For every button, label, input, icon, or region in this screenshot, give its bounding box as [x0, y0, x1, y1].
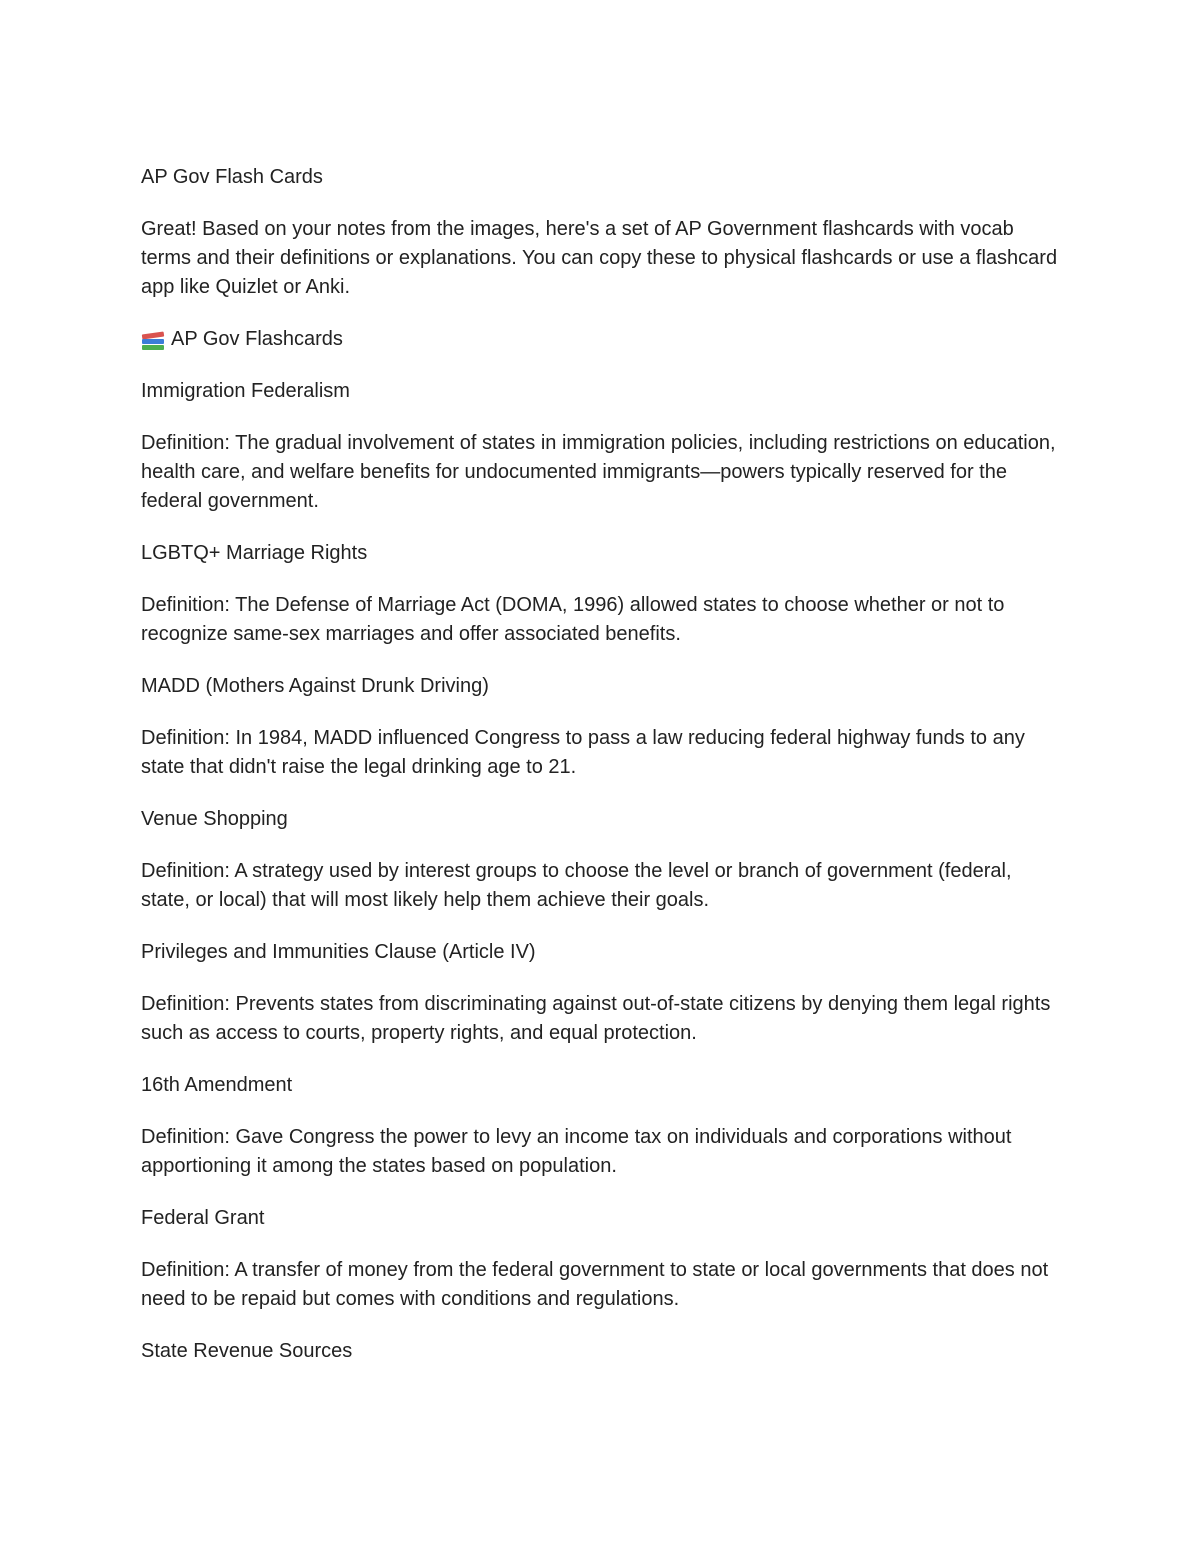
- card-definition: Definition: A transfer of money from the federal government to state or local governments that does not need to be repaid but comes with conditions and regulations.: [141, 1259, 1049, 1310]
- books-icon: [141, 329, 165, 351]
- document-title: AP Gov Flash Cards: [141, 166, 323, 188]
- document-page: [141, 163, 1061, 1389]
- card-term: Venue Shopping: [141, 808, 288, 830]
- card-term: 16th Amendment: [141, 1074, 293, 1096]
- section-heading: [141, 325, 1061, 354]
- card-definition: Definition: The gradual involvement of states in immigration policies, including restrictions on education, health care, and welfare benefits for undocumented immigrants—powers typically reserved for the federal government.: [141, 432, 1056, 512]
- card-term: State Revenue Sources: [141, 1340, 353, 1362]
- card-definition: Definition: Gave Congress the power to levy an income tax on individuals and corporations without apportioning it among the states based on population.: [141, 1126, 1012, 1177]
- card-term: Immigration Federalism: [141, 380, 350, 402]
- card-definition: Definition: The Defense of Marriage Act (DOMA, 1996) allowed states to choose whether or not to recognize same-sex marriages and offer associated benefits.: [141, 594, 1005, 645]
- card-definition: Definition: A strategy used by interest groups to choose the level or branch of government (federal, state, or local) that will most likely help them achieve their goals.: [141, 860, 1012, 911]
- card-term: LGBTQ+ Marriage Rights: [141, 542, 368, 564]
- card-definition: Definition: Prevents states from discriminating against out-of-state citizens by denying them legal rights such as access to courts, property rights, and equal protection.: [141, 993, 1051, 1044]
- intro-paragraph: Great! Based on your notes from the images, here's a set of AP Government flashcards with vocab terms and their definitions or explanations. You can copy these to physical flashcards or use a flashcard app like Quizlet or Anki.: [141, 218, 1058, 298]
- section-heading-text: AP Gov Flashcards: [171, 328, 343, 350]
- card-definition: Definition: In 1984, MADD influenced Congress to pass a law reducing federal highway funds to any state that didn't raise the legal drinking age to 21.: [141, 727, 1025, 778]
- card-term: Privileges and Immunities Clause (Article IV): [141, 941, 536, 963]
- card-term: MADD (Mothers Against Drunk Driving): [141, 675, 489, 697]
- card-term: Federal Grant: [141, 1207, 265, 1229]
